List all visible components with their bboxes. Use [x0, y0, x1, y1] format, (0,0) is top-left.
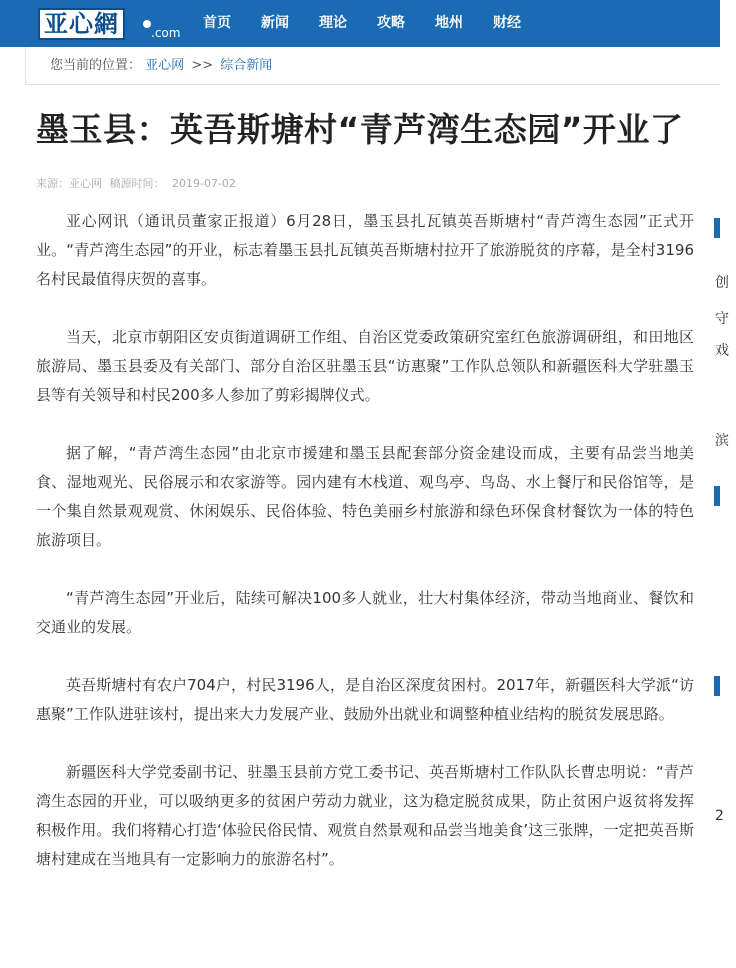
article-date: 2019-07-02 [172, 177, 236, 190]
nav-item-finance[interactable]: 财经 [493, 15, 521, 31]
article-time-label: 稿源时间： [109, 177, 165, 190]
article-paragraph: 据了解，“青芦湾生态园”由北京市援建和墨玉县配套部分资金建设而成，主要有品尝当地美食、湿地观光、民俗展示和农家游等。园内建有木栈道、观鸟亭、鸟岛、水上餐厅和民俗馆等，是一个集自然景观观赏、休闲娱乐、民俗体验、特色美丽乡村旅游和绿色环保食材餐饮为一体的特色旅游项目。 [36, 444, 694, 549]
sidebar-fragment-text[interactable]: 2 [715, 808, 724, 824]
site-logo[interactable] [38, 6, 181, 44]
nav-item-theory[interactable]: 理论 [319, 15, 347, 31]
logo-dot-icon [143, 20, 151, 28]
sidebar-section-marker [714, 676, 720, 696]
sidebar-cutoff [704, 0, 729, 968]
nav-item-home[interactable]: 首页 [203, 15, 231, 31]
logo-wordmark: 亚心網 [38, 8, 125, 40]
sidebar-section-marker [714, 218, 720, 238]
article-paragraph: 英吾斯塘村有农户704户，村民3196人，是自治区深度贫困村。2017年，新疆医科大学派“访惠聚”工作队进驻该村，提出来大力发展产业、鼓励外出就业和调整种植业结构的脱贫发展思路。 [36, 676, 694, 723]
breadcrumb-colon: ： [128, 58, 142, 73]
article-meta [36, 175, 240, 191]
logo-suffix: .com [151, 26, 181, 40]
sidebar-section-marker [714, 486, 720, 506]
breadcrumb-home-link[interactable]: 亚心网 [145, 58, 185, 73]
sidebar-fragment-text[interactable]: 戏 [715, 343, 729, 359]
article-paragraph: “青芦湾生态园”开业后，陆续可解决100多人就业，壮大村集体经济，带动当地商业、餐饮和交通业的发展。 [36, 589, 694, 636]
breadcrumb-section-link[interactable]: 综合新闻 [220, 58, 273, 73]
breadcrumb-prefix: 您当前的位置 [50, 58, 129, 73]
article-paragraph: 新疆医科大学党委副书记、驻墨玉县前方党工委书记、英吾斯塘村工作队队长曹忠明说：“青芦湾生态园的开业，可以吸纳更多的贫困户劳动力就业，这为稳定脱贫成果，防止贫困户返贫将发挥积极作用。我们将精心打造‘体验民俗民情、观赏自然景观和品尝当地美食’这三张牌，一定把英吾斯塘村建成在当地具有一定影响力的旅游名村”。 [36, 763, 694, 868]
article-paragraph: 亚心网讯（通讯员董家正报道）6月28日，墨玉县扎瓦镇英吾斯塘村“青芦湾生态园”正式开业。“青芦湾生态园”的开业，标志着墨玉县扎瓦镇英吾斯塘村拉开了旅游脱贫的序幕，是全村3196名村民最值得庆贺的喜事。 [36, 212, 694, 288]
article-source: 来源：亚心网 [36, 177, 102, 190]
nav-item-prefectures[interactable]: 地州 [435, 15, 463, 31]
top-nav-bar [0, 0, 720, 47]
nav-item-news[interactable]: 新闻 [261, 15, 289, 31]
article-title: 墨玉县：英吾斯塘村“青芦湾生态园”开业了 [36, 110, 684, 149]
main-nav [188, 0, 536, 47]
sidebar-fragment-text[interactable]: 滨 [715, 433, 729, 449]
nav-item-guide[interactable]: 攻略 [377, 15, 405, 31]
article-paragraph: 当天，北京市朝阳区安贞街道调研工作组、自治区党委政策研究室红色旅游调研组，和田地区旅游局、墨玉县委及有关部门、部分自治区驻墨玉县“访惠聚”工作队总领队和新疆医科大学驻墨玉县等有关领导和村民200多人参加了剪彩揭牌仪式。 [36, 328, 694, 404]
breadcrumb-separator: >> [191, 58, 214, 73]
article-body [36, 207, 694, 903]
sidebar-fragment-text[interactable]: 创 [715, 275, 729, 291]
breadcrumb [25, 47, 720, 85]
sidebar-fragment-text[interactable]: 守 [715, 311, 729, 327]
